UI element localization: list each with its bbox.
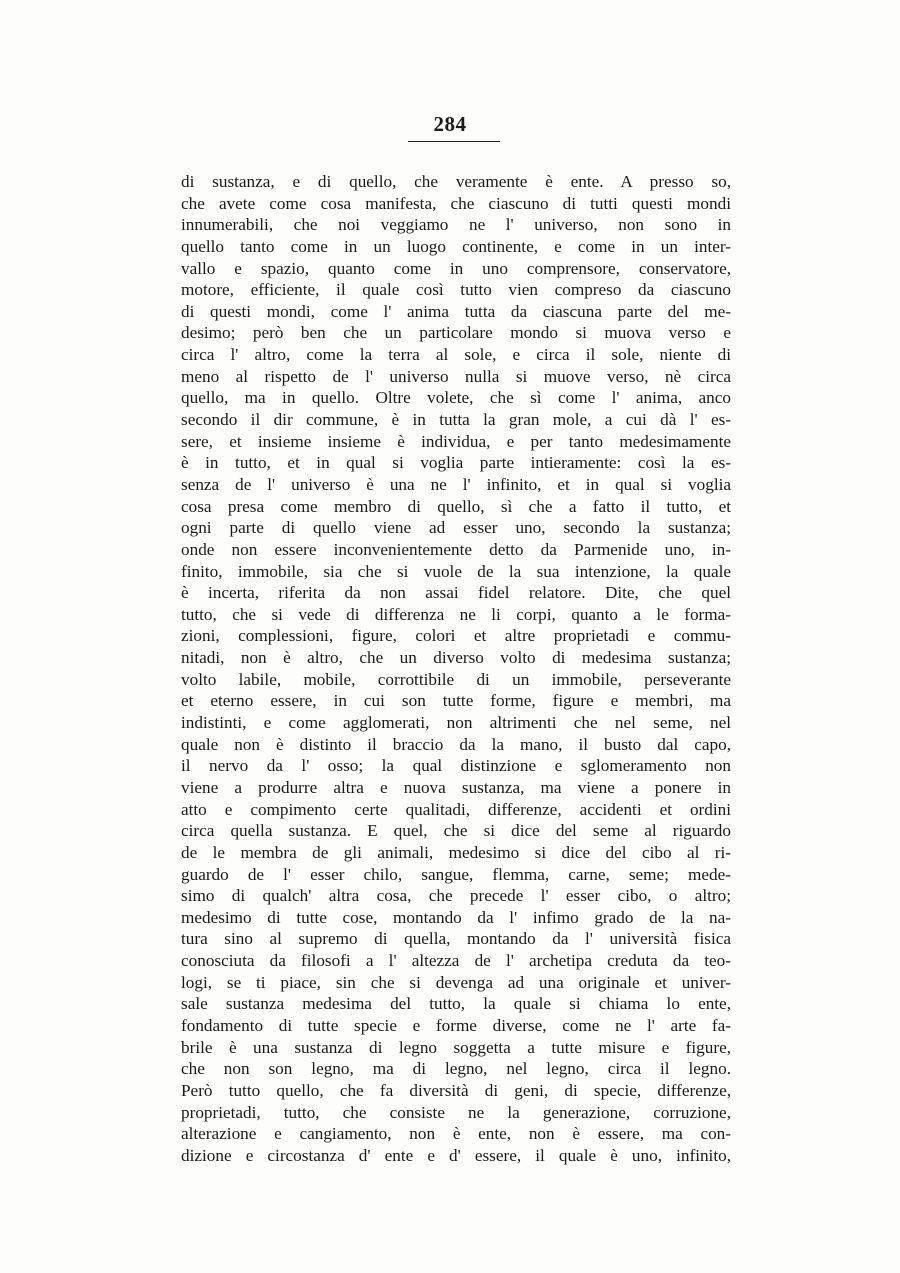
text-line: onde non essere inconvenientemente detto da Parmenide uno, in- <box>181 539 731 559</box>
page-number: 284 <box>433 112 467 136</box>
text-line: tutto, che si vede di differenza ne li corpi, quanto a le forma- <box>181 604 731 624</box>
text-line: conosciuta da filosofi a l' altezza de l' archetipa creduta da teo- <box>181 951 731 971</box>
text-line: sere, et insieme insieme è individua, e per tanto medesimamente <box>181 431 731 451</box>
text-line: vallo e spazio, quanto come in uno comprensore, conservatore, <box>181 258 731 278</box>
header-rule <box>408 141 500 142</box>
text-line: nitadi, non è altro, che un diverso volto di medesima sustanza; <box>181 648 731 668</box>
text-line: logi, se ti piace, sin che si devenga ad una originale et univer- <box>181 972 731 992</box>
text-line: il nervo da l' osso; la qual distinzione e sglomeramento non <box>181 756 731 776</box>
text-line: circa quella sustanza. E quel, che si dice del seme al riguardo <box>181 821 731 841</box>
text-line: et eterno essere, in cui son tutte forme, figure e membri, ma <box>181 691 731 711</box>
text-line: de le membra de gli animali, medesimo si dice del cibo al ri- <box>181 842 731 862</box>
text-line: senza de l' universo è una ne l' infinito, et in qual si voglia <box>181 474 731 494</box>
text-line: di sustanza, e di quello, che veramente è ente. A presso so, <box>181 172 731 191</box>
text-line: motore, efficiente, il quale così tutto vien compreso da ciascuno <box>181 280 731 300</box>
text-line: di questi mondi, come l' anima tutta da ciascuna parte del me- <box>181 301 731 321</box>
text-line: quale non è distinto il braccio da la mano, il busto dal capo, <box>181 734 731 754</box>
text-line: circa l' altro, come la terra al sole, e circa il sole, niente di <box>181 345 731 365</box>
text-line: proprietadi, tutto, che consiste ne la generazione, corruzione, <box>181 1102 731 1122</box>
text-line: è incerta, riferita da non assai fidel relatore. Dite, che quel <box>181 583 731 603</box>
text-line: alterazione e cangiamento, non è ente, non è essere, ma con- <box>181 1124 731 1144</box>
text-line: desimo; però ben che un particolare mondo si muova verso e <box>181 323 731 343</box>
text-line: simo di qualch' altra cosa, che precede l' esser cibo, o altro; <box>181 886 731 906</box>
text-line: quello tanto come in un luogo continente, e come in un inter- <box>181 236 731 256</box>
text-line: che avete come cosa manifesta, che ciascuno di tutti questi mondi <box>181 193 731 213</box>
text-line: medesimo di tutte cose, montando da l' infimo grado de la na- <box>181 907 731 927</box>
text-line: è in tutto, et in qual si voglia parte intieramente: così la es- <box>181 453 731 473</box>
text-line: finito, immobile, sia che si vuole de la sua intenzione, la quale <box>181 561 731 581</box>
text-line: atto e compimento certe qualitadi, differenze, accidenti et ordini <box>181 799 731 819</box>
text-line: volto labile, mobile, corrottibile di un immobile, perseverante <box>181 669 731 689</box>
text-line: dizione e circostanza d' ente e d' essere, il quale è uno, infinito, <box>181 1145 731 1165</box>
text-line: meno al rispetto de l' universo nulla si muove verso, nè circa <box>181 366 731 386</box>
text-line: ogni parte di quello viene ad esser uno, secondo la sustanza; <box>181 518 731 538</box>
text-line: viene a produrre altra e nuova sustanza, ma viene a ponere in <box>181 777 731 797</box>
text-line: Però tutto quello, che fa diversità di geni, di specie, differenze, <box>181 1080 731 1100</box>
text-line: sale sustanza medesima del tutto, la quale si chiama lo ente, <box>181 994 731 1014</box>
body-text <box>181 171 731 1166</box>
text-line: zioni, complessioni, figure, colori et altre proprietadi e commu- <box>181 626 731 646</box>
text-line: innumerabili, che noi veggiamo ne l' universo, non sono in <box>181 215 731 235</box>
text-line: cosa presa come membro di quello, sì che a fatto il tutto, et <box>181 496 731 516</box>
text-line: indistinti, e come agglomerati, non altrimenti che nel seme, nel <box>181 713 731 733</box>
text-line: quello, ma in quello. Oltre volete, che sì come l' anima, anco <box>181 388 731 408</box>
text-line: tura sino al supremo di quella, montando da l' università fisica <box>181 929 731 949</box>
text-line: guardo de l' esser chilo, sangue, flemma, carne, seme; mede- <box>181 864 731 884</box>
text-line: che non son legno, ma di legno, nel legno, circa il legno. <box>181 1059 731 1079</box>
text-line: secondo il dir commune, è in tutta la gran mole, a cui dà l' es- <box>181 410 731 430</box>
text-line: fondamento di tutte specie e forme diverse, come ne l' arte fa- <box>181 1015 731 1035</box>
text-line: brile è una sustanza di legno soggetta a tutte misure e figure, <box>181 1037 731 1057</box>
